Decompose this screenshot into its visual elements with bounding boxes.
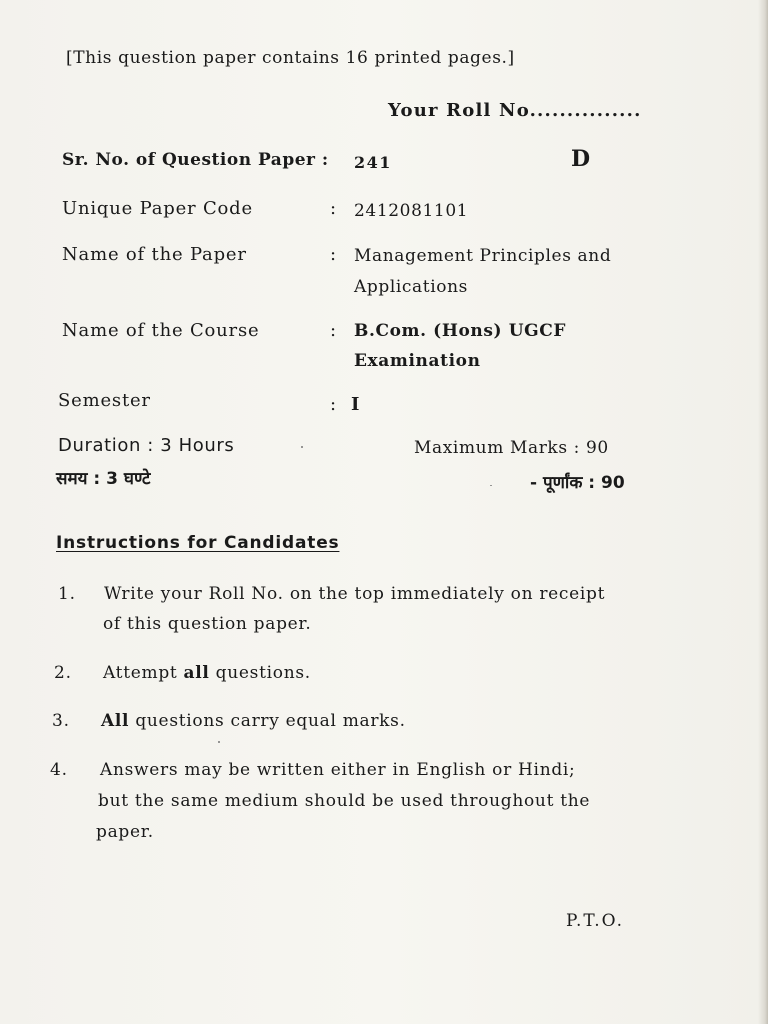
paper-name-colon: : — [330, 244, 337, 265]
instructions-heading: Instructions for Candidates — [56, 533, 340, 553]
duration-hindi-text: समय : 3 घण्टे — [56, 469, 151, 489]
instruction-2-pre: Attempt — [103, 663, 184, 683]
instruction-3-post: questions carry equal marks. — [129, 711, 406, 731]
scan-shadow-edge — [758, 0, 768, 1024]
max-marks-text: Maximum Marks : 90 — [414, 438, 609, 458]
roll-number-field: Your Roll No............... — [388, 100, 642, 121]
semester-value: I — [351, 394, 361, 415]
instruction-2-bold: all — [183, 663, 210, 683]
instruction-3-bold: All — [101, 711, 130, 731]
paper-name-line1: Management Principles and — [354, 246, 612, 266]
scan-speck — [218, 741, 220, 743]
upc-colon: : — [330, 198, 337, 219]
course-colon: : — [330, 320, 337, 341]
instruction-2-number: 2. — [54, 663, 72, 683]
semester-label: Semester — [58, 390, 151, 411]
sr-no-value: 241 — [354, 153, 392, 172]
pto-marker: P.T.O. — [566, 911, 624, 931]
paper-name-line2: Applications — [354, 277, 468, 297]
instruction-2-post: questions. — [209, 663, 311, 683]
instruction-4-line1: Answers may be written either in English or Hindi; — [100, 760, 576, 780]
sr-no-label: Sr. No. of Question Paper : — [62, 150, 329, 170]
page-count-note: [This question paper contains 16 printed pages.] — [66, 48, 515, 68]
course-label: Name of the Course — [62, 320, 260, 341]
semester-colon: : — [330, 394, 337, 415]
instruction-3-text — [101, 711, 406, 731]
instruction-4-number: 4. — [50, 760, 68, 780]
instruction-1-number: 1. — [58, 584, 76, 604]
upc-value: 2412081101 — [354, 201, 469, 221]
series-letter: D — [571, 146, 591, 172]
course-line1: B.Com. (Hons) UGCF — [354, 321, 567, 341]
duration-text: Duration : 3 Hours — [58, 435, 235, 456]
instruction-2-text — [103, 663, 311, 683]
scan-speck — [490, 485, 492, 486]
paper-name-label: Name of the Paper — [62, 244, 247, 265]
instruction-1-line1: Write your Roll No. on the top immediately on receipt — [104, 584, 606, 604]
instruction-4-line3: paper. — [96, 822, 154, 842]
max-marks-hindi-text: - पूर्णांक : 90 — [530, 473, 625, 493]
course-line2: Examination — [354, 351, 481, 371]
scan-speck — [301, 446, 303, 448]
instruction-1-line2: of this question paper. — [103, 614, 312, 634]
instruction-3-number: 3. — [52, 711, 70, 731]
upc-label: Unique Paper Code — [62, 198, 253, 219]
instruction-4-line2: but the same medium should be used throughout the — [98, 791, 591, 811]
